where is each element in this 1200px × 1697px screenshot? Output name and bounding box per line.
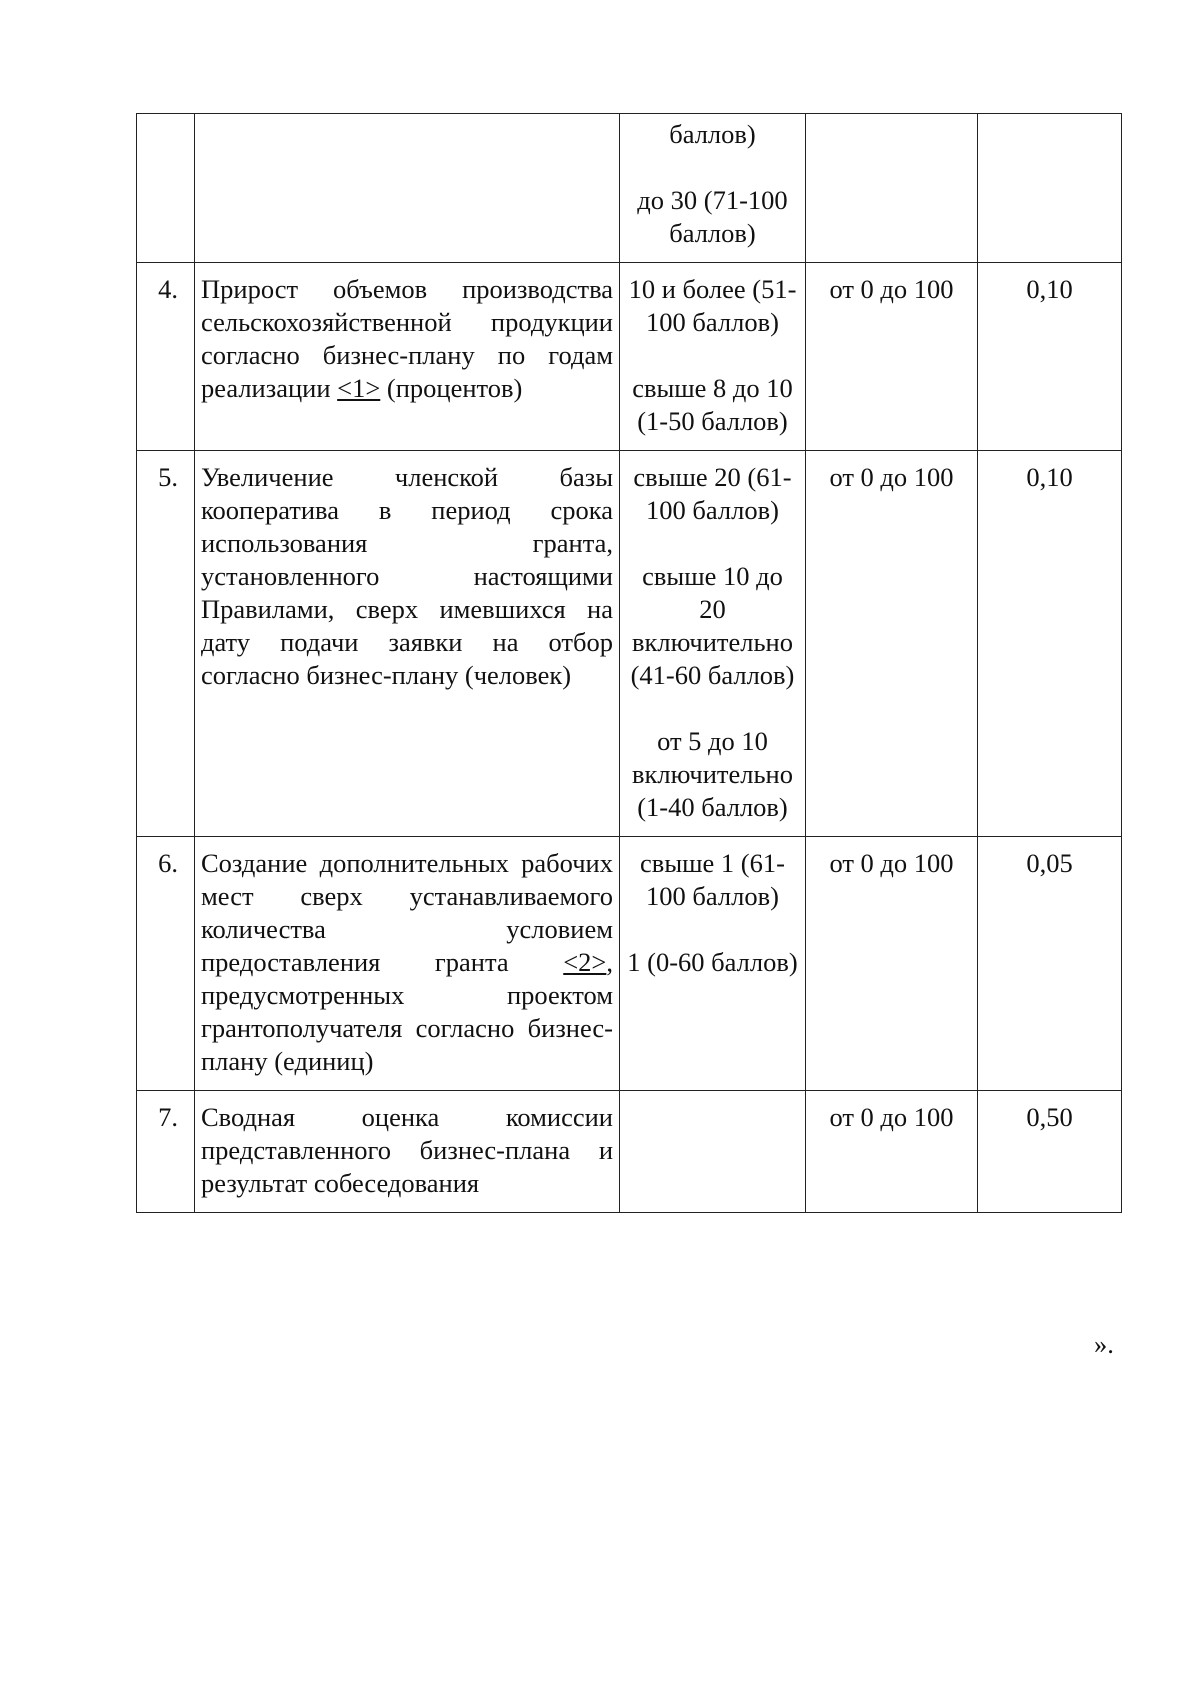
table-row — [137, 263, 1122, 451]
criteria-table — [136, 113, 1122, 1213]
criterion-text: Создание дополнительных рабочих мест сверх устанавливаемого количества условием предоставления гранта — [201, 848, 613, 977]
criterion-text: (процентов) — [380, 373, 523, 403]
criterion-text: Сводная оценка комиссии представленного бизнес-плана и результат собеседования — [201, 1102, 613, 1198]
weight-coefficient-cell: 0,05 — [978, 837, 1122, 1091]
criterion-text: , предусмотренных проектом грантополучателя согласно бизнес-плану (единиц) — [201, 947, 613, 1076]
row-number: 4. — [137, 263, 195, 451]
indicator-values-cell — [620, 451, 806, 837]
score-range-cell: от 0 до 100 — [806, 837, 978, 1091]
indicator-value: свыше 10 до 20 включительно (41-60 баллов) — [630, 561, 795, 690]
indicator-values-cell — [620, 1091, 806, 1213]
score-range-cell: от 0 до 100 — [806, 1091, 978, 1213]
indicator-value: свыше 1 (61-100 баллов) — [640, 848, 785, 911]
indicator-value: 1 (0-60 баллов) — [627, 947, 798, 977]
indicator-value: 10 и более (51-100 баллов) — [628, 274, 797, 337]
score-range-cell: от 0 до 100 — [806, 451, 978, 837]
footnote-reference-link[interactable]: <1> — [337, 373, 381, 403]
row-number: 5. — [137, 451, 195, 837]
row-number: 7. — [137, 1091, 195, 1213]
criterion-cell — [195, 114, 620, 263]
table-row — [137, 1091, 1122, 1213]
weight-coefficient-cell — [978, 114, 1122, 263]
indicator-values-cell — [620, 114, 806, 263]
criterion-text: Увеличение членской базы кооператива в период срока использования гранта, установленного настоящими Правилами, сверх имевшихся на дату подачи заявки на отбор согласно бизнес-плану (человек) — [201, 462, 613, 690]
table-row — [137, 114, 1122, 263]
criterion-cell — [195, 451, 620, 837]
row-number — [137, 114, 195, 263]
table-row — [137, 837, 1122, 1091]
score-range-cell — [806, 114, 978, 263]
weight-coefficient-cell: 0,50 — [978, 1091, 1122, 1213]
weight-coefficient-cell: 0,10 — [978, 451, 1122, 837]
indicator-value: свыше 20 (61-100 баллов) — [633, 462, 792, 525]
score-range-cell: от 0 до 100 — [806, 263, 978, 451]
criterion-cell — [195, 837, 620, 1091]
table-row — [137, 451, 1122, 837]
footnote-reference-link[interactable]: <2> — [563, 947, 607, 977]
indicator-value: баллов) — [669, 119, 756, 149]
weight-coefficient-cell: 0,10 — [978, 263, 1122, 451]
indicator-value: до 30 (71-100 баллов) — [637, 185, 788, 248]
indicator-values-cell — [620, 837, 806, 1091]
criterion-text: Прирост объемов производства сельскохозяйственной продукции согласно бизнес-плану по годам реализации — [201, 274, 613, 403]
row-number: 6. — [137, 837, 195, 1091]
closing-quote-mark: ». — [1094, 1329, 1114, 1359]
indicator-value: от 5 до 10 включительно (1-40 баллов) — [632, 726, 793, 822]
criterion-cell — [195, 1091, 620, 1213]
criteria-table-body — [137, 114, 1122, 1213]
indicator-values-cell — [620, 263, 806, 451]
criterion-cell — [195, 263, 620, 451]
indicator-value: свыше 8 до 10 (1-50 баллов) — [632, 373, 793, 436]
